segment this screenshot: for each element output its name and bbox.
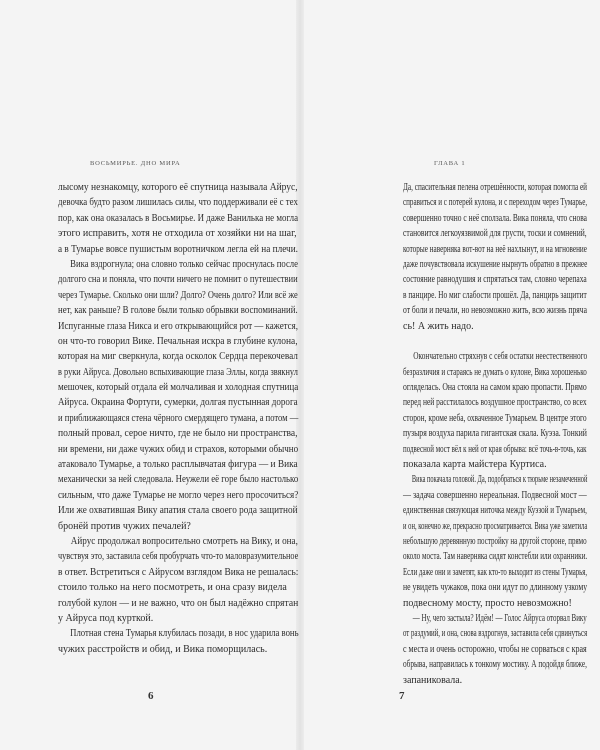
text-line: которая на миг сверкнула, когда осколок Сердца перекочевал <box>58 351 298 363</box>
text-line: Плотная стена Тумарья клубилась позади, в нос ударила вонь <box>70 628 299 640</box>
text-line: девочка будто разом лишилась силы, что поддерживали её с тех <box>58 197 298 209</box>
text-line: единственная связующая ниточка между Куэзой и Тумарьем, <box>403 505 587 517</box>
text-line: Айруса. Окраина Фортуги, сумерки, долгая пустынная дорога <box>58 397 298 409</box>
text-line: состояние равнодушия и спрятаться там, словно черепаха <box>403 274 587 286</box>
text-line: показала карта майстера Куртиса. <box>403 459 547 471</box>
text-line: сь! А жить надо. <box>403 320 474 332</box>
text-line: запаниковала. <box>403 674 463 686</box>
text-line: совершенно точно с неё сползала. Вика поняла, что снова <box>403 212 587 224</box>
left-page-text <box>58 180 298 657</box>
text-line: и он, конечно же, прекрасно просматривается. Вика уже заметила <box>403 520 588 532</box>
text-line: подвесной мост вёл к ней от края обрыва: всё точь-в-точь, как <box>403 443 587 455</box>
text-line: а в Тумарье вовсе пушистым воротничком легла ей на плечи. <box>58 243 298 255</box>
text-line: около моста. Там наверняка сидят констебли или охранники. <box>403 551 588 563</box>
text-line: ни времени, ни даже чужих обид и страхов, которыми обычно <box>58 443 299 455</box>
text-line: долгого сна и поняла, что почти ничего не помнит о путешествии <box>58 274 298 286</box>
text-line: он что-то говорил Вике. Печальная искра в глубине кулона, <box>58 335 298 347</box>
right-page <box>304 0 600 750</box>
text-line: чувствуя это, заставила себя пробурчать что-то маловразумительное <box>58 551 299 563</box>
text-line: пузыря воздуха парила гигантская скала. Куэза. Тонкий <box>403 428 587 440</box>
text-line: бронёй против чужих печалей? <box>58 520 191 532</box>
text-line: становится легкоуязвимой для грусти, тоски и сомнений, <box>403 228 587 240</box>
text-line: сторон, кроме неба, охваченное Тумарьем. В центре этого <box>403 412 587 424</box>
text-line: атаковало Тумарье, а только расплывчатая фигура — и Вика <box>58 459 298 471</box>
text-line: у Айруса под курткой. <box>58 612 154 624</box>
left-page <box>0 0 299 750</box>
text-line: даже почувствовала искушение нырнуть обратно в прежнее <box>403 258 588 270</box>
text-line: Если даже они и заметят, как кто-то выходит из стены Тумарья, <box>403 566 588 578</box>
text-line: справиться и с потерей кулона, и с переходом через Тумарье, <box>403 197 588 209</box>
text-line: в ответ. Встретиться с Айрусом взглядом Вика не решалась: <box>58 566 299 578</box>
text-line: — Ну, чего застыла? Идём! — Голос Айруса оторвал Вику <box>412 612 587 624</box>
text-line: подвесному мосту, просто невозможно! <box>403 597 572 609</box>
text-line: Или же охватившая Вику апатия стала своего рода защитной <box>58 505 298 517</box>
text-line: от боли и печали, но невозможно жить, всю жизнь пряча <box>403 305 587 317</box>
text-line: огляделась. Она стояла на самом краю пропасти. Прямо <box>403 382 587 394</box>
text-line: полный провал, сероe ничто, где не было ни пространства, <box>58 428 298 440</box>
text-line: механически за ней следовала. Неужели её горе было настолько <box>58 474 299 486</box>
text-line: от раздумий, и она, снова вздрогнув, заставила себя сдвинуться <box>403 628 588 640</box>
text-line: обрыва, направилась к тонкому мостику. А подойдя ближе, <box>403 659 587 671</box>
text-line: чужих расстройств и обид, и Вика поморщилась. <box>58 643 268 655</box>
text-line: стоило только на него посмотреть, и она сразу видела <box>58 582 287 594</box>
text-line: сильным, что даже Тумарье не могло через него просочиться? <box>58 489 299 501</box>
text-line: мешочек, который отдала ей молчаливая и холодная спутница <box>58 382 299 394</box>
text-line: не увидеть чужаков, пока они идут по длинному узкому <box>403 582 588 594</box>
text-line: небольшую деревянную постройку на другой стороне, прямо <box>403 535 587 547</box>
text-line: лысому незнакомцу, которого её спутница называла Айрус, <box>58 182 298 193</box>
page-number-right: 7 <box>399 690 405 702</box>
text-line: Окончательно стряхнув с себя остатки неестественного <box>413 351 588 363</box>
page-number-left: 6 <box>148 690 154 702</box>
text-line: Испуганные глаза Никса и его открывающийся рот — кажется, <box>58 320 298 332</box>
text-line: в панцире. Но миг слабости прошёл. Да, панцирь защитит <box>403 289 587 301</box>
text-line: перед ней расстилалось воздушное пространство, со всех <box>403 397 587 409</box>
text-line: этого исправить, хотя не отходила от хозяйки ни на шаг, <box>58 228 297 240</box>
running-head-left: ВОСЬМИРЬЕ. ДНО МИРА <box>90 160 181 167</box>
text-line: через Тумарье. Сколько они шли? Долго? Очень долго? Или всё же <box>58 289 298 301</box>
text-line: безразличия и стараясь не думать о кулоне, Вика хорошенько <box>403 366 587 378</box>
text-line: Вика вздрогнула; она словно только сейчас проснулась после <box>70 258 299 270</box>
right-page-text <box>403 180 587 688</box>
text-line: и приближающаяся стена чёрного смердящего тумана, а потом — <box>58 412 299 424</box>
text-line: Айрус продолжал вопросительно смотреть на Вику, и она, <box>70 535 298 547</box>
text-line: Да, спасительная пелена отрешённости, которая помогла ей <box>403 182 588 193</box>
text-line: пор, как она оказалась в Восьмирье. И даже Ванилька не могла <box>58 212 299 224</box>
text-line <box>403 334 587 349</box>
text-line: Вика покачала головой. Да, подобраться к тюрьме незамеченной <box>411 474 588 486</box>
text-line: голубой кулон — и не важно, что он был надёжно спрятан <box>58 597 299 609</box>
text-line: с места и очень осторожно, чтобы не сорваться с края <box>403 643 587 655</box>
text-line: которые наверняка вот-вот на неё нахлынут, и на мгновение <box>403 243 587 255</box>
text-line: нет, как раньше? В голове были только обрывки воспоминаний. <box>58 305 298 317</box>
running-head-right: ГЛАВА 1 <box>434 160 466 167</box>
text-line: — задача совершенно нереальная. Подвесной мост — <box>403 489 587 501</box>
text-line: в руки Айруса. Довольно вспыхивающие глаза Эллы, когда звякнул <box>58 366 298 378</box>
